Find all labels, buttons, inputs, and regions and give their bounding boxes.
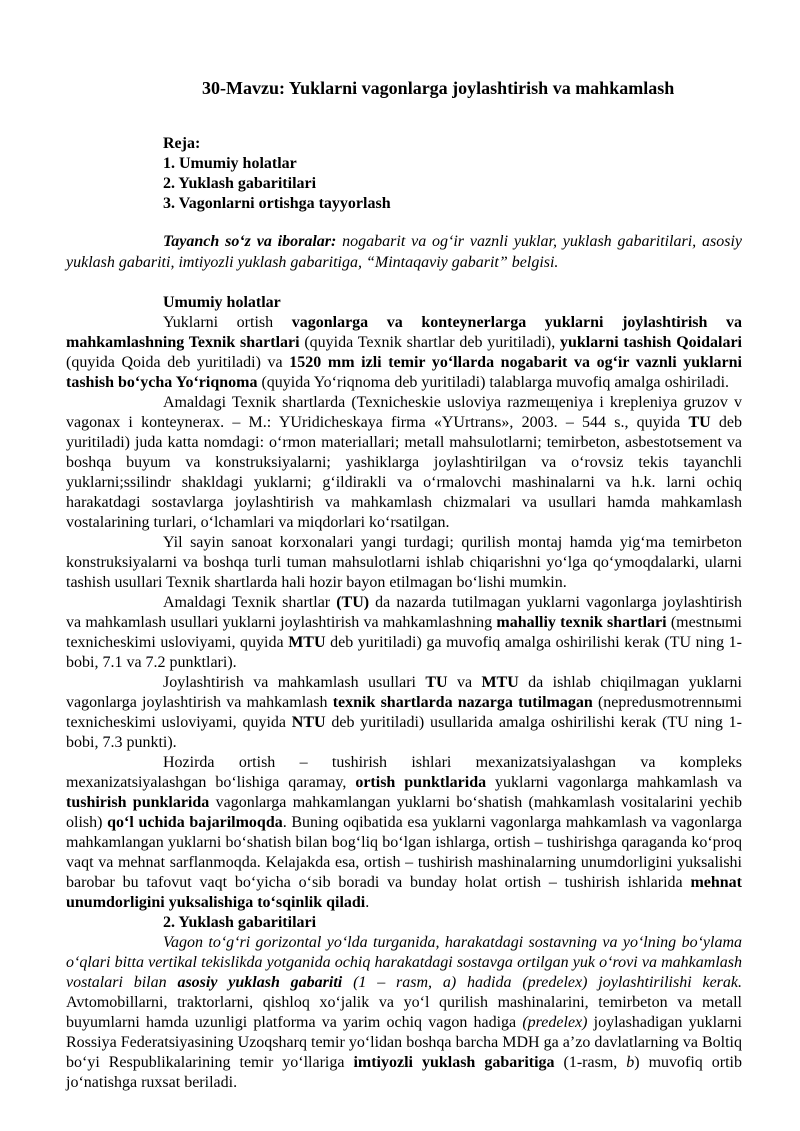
paragraph: Yil sayin sanoat korxonalari yangi turdagi; qurilish montaj hamda yig‘ma temirbeton konstruksiyalarni va boshqa turli tuman mahsulotlarni ishlab chiqarishni yo‘lga qo‘ymoqdalarki, ularni tashish usullari Texnik shartlarda hali hozir bayon etilmagan bo‘lishi mumkin. <box>66 534 742 592</box>
paragraph: Vagon to‘g‘ri gorizontal yo‘lda turganida, harakatdagi sostavning va yo‘lning bo‘ylama o‘qlari bitta vertikal tekislikda yotganida ochiq harakatdagi sostavga ortilgan yuk o‘rovi va mahkamlash vostalari bilan asosiy yuklash gabariti (1 – rasm, a) hadida (predelex) joylashtirilishi kerak. Avtomobillarni, traktorlarni, qishloq xo‘jalik va yo‘l qurilish mashinalarini, temirbeton va metall buyumlarni hamda uzunligi platforma va yarim ochiq vagon hadiga (predelex) joylashadigan yuklarni Rossiya Federatsiyasining Uzoqsharq temir yo‘lidan boshqa barcha MDH ga a’zo davlatlarning va Boltiq bo‘yi Respublikalarining temir yo‘llariga imtiyozli yuklash gabaritiga (1-rasm, b) muvofiq ortib jo‘natishga ruxsat beriladi. <box>66 934 743 1092</box>
paragraph: Hozirda ortish – tushirish ishlari mexanizatsiyalashgan va kompleks mexanizatsiyalashgan bo‘lishiga qaramay, ortish punktlarida yuklarni vagonlarga mahkamlash va tushirish punklarida vagonlarga mahkamlangan yuklarni bo‘shatish (mahkamlash vositalarini yechib olish) qo‘l uchida bajarilmoqda. Buning oqibatida esa yuklarni vagonlarga mahkamlash va vagonlarga mahkamlangan yuklarni bo‘shatish bilan bog‘liq bo‘lgan ishlarga, ortish – tushirishga qaraganda ko‘proq vaqt va mehnat sarflanmoqda. Kelajakda esa, ortish – tushirish mashinalarning unumdorligini yuksalishi barobar bu tafovut vaqt bo‘yicha o‘sib boradi va bunday holat ortish – tushirish ishlarida mehnat unumdorligini yuksalishiga to‘sqinlik qiladi. <box>66 754 743 912</box>
paragraph: Amaldagi Texnik shartlarda (Texnicheskie usloviya razmeщeniya i krepleniya gruzov v vagonax i konteynerax. – M.: YUridicheskaya firma «YUrtrans», 2003. – 544 s., quyida TU deb yuritiladi) juda katta nomdagi: o‘rmon materiallari; metall mahsulotlarni; temirbeton, asbestotsement va boshqa buyum va konstruksiyalarni; yashiklarga joylashtirilgan va o‘rovsiz tekis tayanchli yuklarni;ssilindr shakldagi yuklarni; g‘ildirakli va o‘rmalovchi mashinalarni va h.k. larni ochiq harakatdagi sostavlarga joylashtirish va mahkamlash chizmalari va usullari hamda mahkamlash vostalarining turlari, o‘lchamlari va miqdorlari ko‘rsatilgan. <box>66 394 742 532</box>
keywords-label: Tayanch so‘z va iboralar: <box>163 233 337 250</box>
section-heading-gabarits: 2. Yuklash gabaritilari <box>163 914 317 932</box>
paragraph: Yuklarni ortish vagonlarga va konteynerlarga yuklarni joylashtirish va mahkamlashning Texnik shartlari (quyida Texnik shartlar deb yuritiladi), yuklarni tashish Qoidalari (quyida Qoida deb yuritiladi) va 1520 mm izli temir yo‘llarda nogabarit va og‘ir vaznli yuklarni tashish bo‘ycha Yo‘riqnoma (quyida Yo‘riqnoma deb yuritiladi) talablarga muvofiq amalga oshiriladi. <box>66 314 742 392</box>
paragraph: Joylashtirish va mahkamlash usullari TU va MTU da ishlab chiqilmagan yuklarni vagonlarga joylashtirish va mahkamlash texnik shartlarda nazarga tutilmagan (nepredusmotrennыmi texnicheskimi usloviyami, quyida NTU deb yuritiladi) usullarida amalga oshirilishi kerak (TU ning 1-bobi, 7.3 punkti). <box>66 674 743 752</box>
paragraph: Amaldagi Texnik shartlar (TU) da nazarda tutilmagan yuklarni vagonlarga joylashtirish va mahkamlash usullari yuklarni joylashtirish va mahkamlashning mahalliy texnik shartlari (mestnыmi texnicheskimi usloviyami, quyida MTU deb yuritiladi) ga muvofiq amalga oshirilishi kerak (TU ning 1-bobi, 7.1 va 7.2 punktlari). <box>66 594 743 672</box>
plan-item: 3. Vagonlarni ortishga tayyorlash <box>163 195 391 212</box>
plan-heading: Reja: <box>163 135 201 152</box>
document-page <box>66 70 742 1093</box>
section-heading-general: Umumiy holatlar <box>163 294 281 311</box>
plan-item: 1. Umumiy holatlar <box>163 155 297 172</box>
plan-block <box>66 134 742 214</box>
keywords-paragraph <box>66 231 742 273</box>
keywords-text: nogabarit va og‘ir vaznli yuklar, yuklash gabaritilari, asosiy yuklash gabariti, imtiyozli yuklash gabaritiga, “Mintaqaviy gabarit” belgisi. <box>66 233 743 271</box>
plan-item: 2. Yuklash gabaritilari <box>163 175 317 192</box>
document-title: 30-Mavzu: Yuklarni vagonlarga joylashtirish va mahkamlash <box>202 78 675 98</box>
